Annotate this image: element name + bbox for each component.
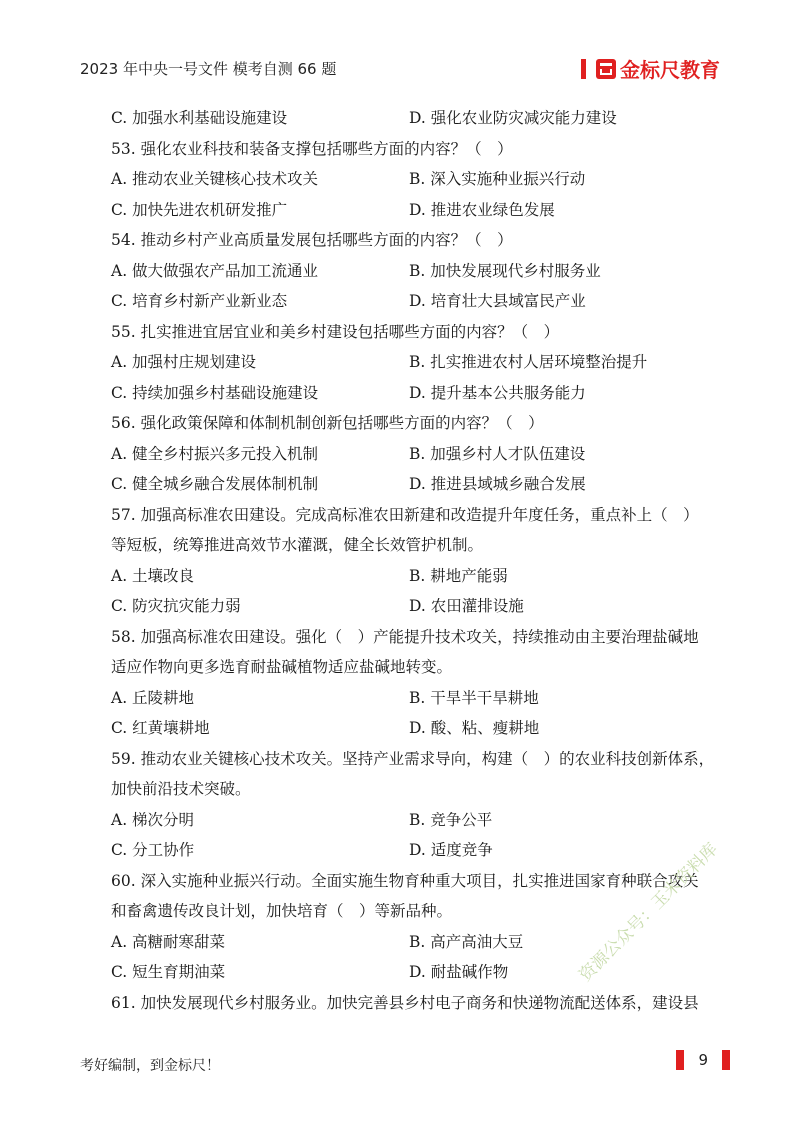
- option-d: D. 适度竞争: [409, 841, 493, 859]
- option-b: B. 干旱半干旱耕地: [409, 688, 539, 707]
- option-a: A. 梯次分明: [111, 810, 195, 829]
- option-c: C. 加强水利基础设施建设: [111, 109, 288, 127]
- option-b: B. 加快发展现代乡村服务业: [409, 261, 601, 280]
- question-56: 56. 强化政策保障和体制机制创新包括哪些方面的内容？（ ）: [111, 414, 544, 432]
- page-accent-bar-right: [722, 1050, 730, 1070]
- page-number: 9: [698, 1051, 708, 1069]
- option-d: D. 酸、粘、瘦耕地: [409, 719, 540, 737]
- option-c: C. 防灾抗灾能力弱: [111, 597, 241, 615]
- option-d: D. 培育壮大县域富民产业: [409, 292, 586, 310]
- options-row: [111, 835, 731, 866]
- brand-logo-icon: [596, 59, 616, 79]
- options-row: [111, 805, 731, 836]
- brand-name: 金标尺教育: [620, 58, 720, 82]
- options-row: [111, 683, 731, 714]
- option-c: C. 红黄壤耕地: [111, 719, 210, 737]
- page-accent-bar-left: [676, 1050, 684, 1070]
- option-b: B. 竞争公平: [409, 810, 493, 829]
- question-57-line-2: 等短板，统筹推进高效节水灌溉，健全长效管护机制。: [111, 536, 484, 554]
- document-header-title: 2023 年中央一号文件 模考自测 66 题: [80, 60, 337, 78]
- option-b: B. 高产高油大豆: [409, 932, 524, 951]
- options-row: [111, 439, 731, 470]
- option-a: A. 做大做强农产品加工流通业: [111, 261, 319, 280]
- brand-logo-block: [581, 54, 720, 83]
- option-d: D. 农田灌排设施: [409, 597, 524, 615]
- options-row: [111, 164, 731, 195]
- question-58-line-2: 适应作物向更多选育耐盐碱植物适应盐碱地转变。: [111, 658, 453, 676]
- option-a: A. 推动农业关键核心技术攻关: [111, 170, 319, 188]
- options-row: [111, 561, 731, 592]
- question-54: 54. 推动乡村产业高质量发展包括哪些方面的内容？（ ）: [111, 231, 513, 249]
- options-row: [111, 195, 731, 226]
- option-d: D. 耐盐碱作物: [409, 963, 509, 981]
- option-c: C. 持续加强乡村基础设施建设: [111, 383, 319, 402]
- option-b: B. 耕地产能弱: [409, 566, 508, 585]
- question-list: [111, 103, 731, 1018]
- option-b: B. 加强乡村人才队伍建设: [409, 444, 586, 463]
- option-c: C. 分工协作: [111, 841, 195, 859]
- options-row: [111, 378, 731, 409]
- brand-accent-bar: [581, 59, 586, 79]
- footer-slogan: 考好编制，到金标尺！: [80, 1058, 220, 1074]
- options-row: [111, 256, 731, 287]
- options-row: [111, 286, 731, 317]
- page-number-block: [676, 1050, 730, 1070]
- option-a: A. 高糖耐寒甜菜: [111, 932, 226, 951]
- question-59-line-1: 59. 推动农业关键核心技术攻关。坚持产业需求导向，构建（ ）的农业科技创新体系，: [111, 749, 715, 768]
- question-60-line-2: 和畜禽遗传改良计划，加快培育（ ）等新品种。: [111, 902, 453, 920]
- options-row: [111, 713, 731, 744]
- option-a: A. 土壤改良: [111, 566, 195, 585]
- question-60-line-1: 60. 深入实施种业振兴行动。全面实施生物育种重大项目，扎实推进国家育种联合攻关: [111, 871, 699, 890]
- option-d: D. 推进县域城乡融合发展: [409, 475, 586, 493]
- option-c: C. 培育乡村新产业新业态: [111, 292, 288, 310]
- options-row: [111, 347, 731, 378]
- option-d: D. 提升基本公共服务能力: [409, 383, 586, 402]
- options-row: [111, 957, 731, 988]
- option-b: B. 深入实施种业振兴行动: [409, 170, 586, 188]
- option-c: C. 健全城乡融合发展体制机制: [111, 475, 319, 493]
- option-a: A. 加强村庄规划建设: [111, 353, 257, 371]
- options-row: [111, 469, 731, 500]
- option-a: A. 丘陵耕地: [111, 688, 195, 707]
- option-a: A. 健全乡村振兴多元投入机制: [111, 444, 319, 463]
- option-b: B. 扎实推进农村人居环境整治提升: [409, 353, 648, 371]
- option-d: D. 推进农业绿色发展: [409, 200, 555, 219]
- question-55: 55. 扎实推进宜居宜业和美乡村建设包括哪些方面的内容？（ ）: [111, 322, 560, 341]
- question-58-line-1: 58. 加强高标准农田建设。强化（ ）产能提升技术攻关，持续推动由主要治理盐碱地: [111, 627, 699, 646]
- question-61-line-1: 61. 加快发展现代乡村服务业。加快完善县乡村电子商务和快递物流配送体系，建设县: [111, 993, 699, 1012]
- question-53: 53. 强化农业科技和装备支撑包括哪些方面的内容？（ ）: [111, 139, 513, 158]
- question-59-line-2: 加快前沿技术突破。: [111, 780, 251, 798]
- options-row: [111, 591, 731, 622]
- option-d: D. 强化农业防灾减灾能力建设: [409, 109, 617, 127]
- option-c: C. 加快先进农机研发推广: [111, 200, 288, 219]
- option-c: C. 短生育期油菜: [111, 963, 226, 981]
- options-row: [111, 103, 731, 134]
- watermark-text: 资源公众号：玉米资料库: [575, 839, 722, 986]
- question-57-line-1: 57. 加强高标准农田建设。完成高标准农田新建和改造提升年度任务，重点补上（ ）: [111, 505, 699, 524]
